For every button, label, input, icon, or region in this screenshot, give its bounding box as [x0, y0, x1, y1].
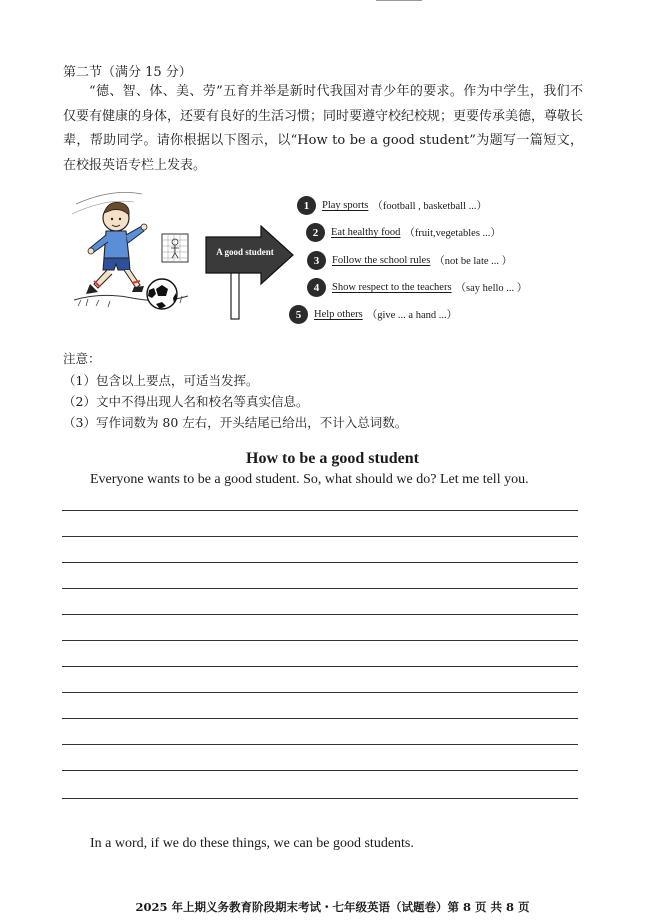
point-hint: （fruit,vegetables ...）	[404, 228, 501, 239]
writing-line	[62, 744, 578, 745]
writing-line	[62, 640, 578, 641]
writing-line	[62, 536, 578, 537]
point-show-respect	[307, 278, 527, 297]
number-badge: 3	[307, 251, 326, 270]
section-title: 第二节（满分 15 分）	[63, 65, 192, 80]
essay-opening: Everyone wants to be a good student. So, what should we do? Let me tell you.	[90, 472, 529, 487]
page-footer: 2025 年上期义务教育阶段期末考试・七年级英语（试题卷）第 8 页 共 8 页	[135, 900, 530, 914]
point-eat-healthy-food	[306, 223, 501, 242]
essay-closing: In a word, if we do these things, we can be good students.	[90, 836, 414, 851]
point-main: Help others	[314, 309, 363, 320]
point-help-others	[289, 305, 457, 324]
writing-line	[62, 798, 578, 799]
point-main: Follow the school rules	[332, 255, 431, 266]
point-hint: （give ... a hand ...）	[366, 310, 458, 321]
writing-line	[62, 666, 578, 667]
writing-line	[62, 562, 578, 563]
number-badge: 5	[289, 305, 308, 324]
note-item: （2）文中不得出现人名和校名等真实信息。	[63, 394, 309, 409]
writing-line	[62, 770, 578, 771]
point-hint: （football , basketball ...）	[372, 201, 487, 212]
number-badge: 4	[307, 278, 326, 297]
writing-line	[62, 718, 578, 719]
writing-line	[62, 510, 578, 511]
note-item: （3）写作词数为 80 左右，开头结尾已给出，不计入总词数。	[63, 415, 408, 430]
page-top-mark	[376, 0, 422, 5]
number-badge: 1	[297, 196, 316, 215]
signpost-arrow	[205, 225, 295, 321]
note-item: （1）包含以上要点，可适当发挥。	[63, 373, 259, 388]
essay-title: How to be a good student	[246, 450, 419, 467]
point-main: Eat healthy food	[331, 227, 401, 238]
point-main: Show respect to the teachers	[332, 282, 452, 293]
writing-line	[62, 614, 578, 615]
sign-label: A good student	[216, 247, 274, 257]
point-follow-school-rules	[307, 251, 512, 270]
boy-playing-football-illustration	[72, 188, 190, 316]
task-instructions: “德、智、体、美、劳”五育并举是新时代我国对青少年的要求。作为中学生，我们不仅要有健康的身体，还要有良好的生活习惯；同时要遵守校纪校规；更要传承美德，尊敬长辈，帮助同学。请你根据以下图示，以“How to be a good student”为题写一篇短文，在校报英语专栏上发表。	[63, 84, 584, 173]
notes-title: 注意：	[63, 351, 101, 366]
writing-line	[62, 692, 578, 693]
point-hint: （say hello ... ）	[455, 283, 528, 294]
point-main: Play sports	[322, 200, 369, 211]
point-hint: （not be late ... ）	[434, 256, 513, 267]
point-play-sports	[297, 196, 487, 215]
writing-line	[62, 588, 578, 589]
number-badge: 2	[306, 223, 325, 242]
